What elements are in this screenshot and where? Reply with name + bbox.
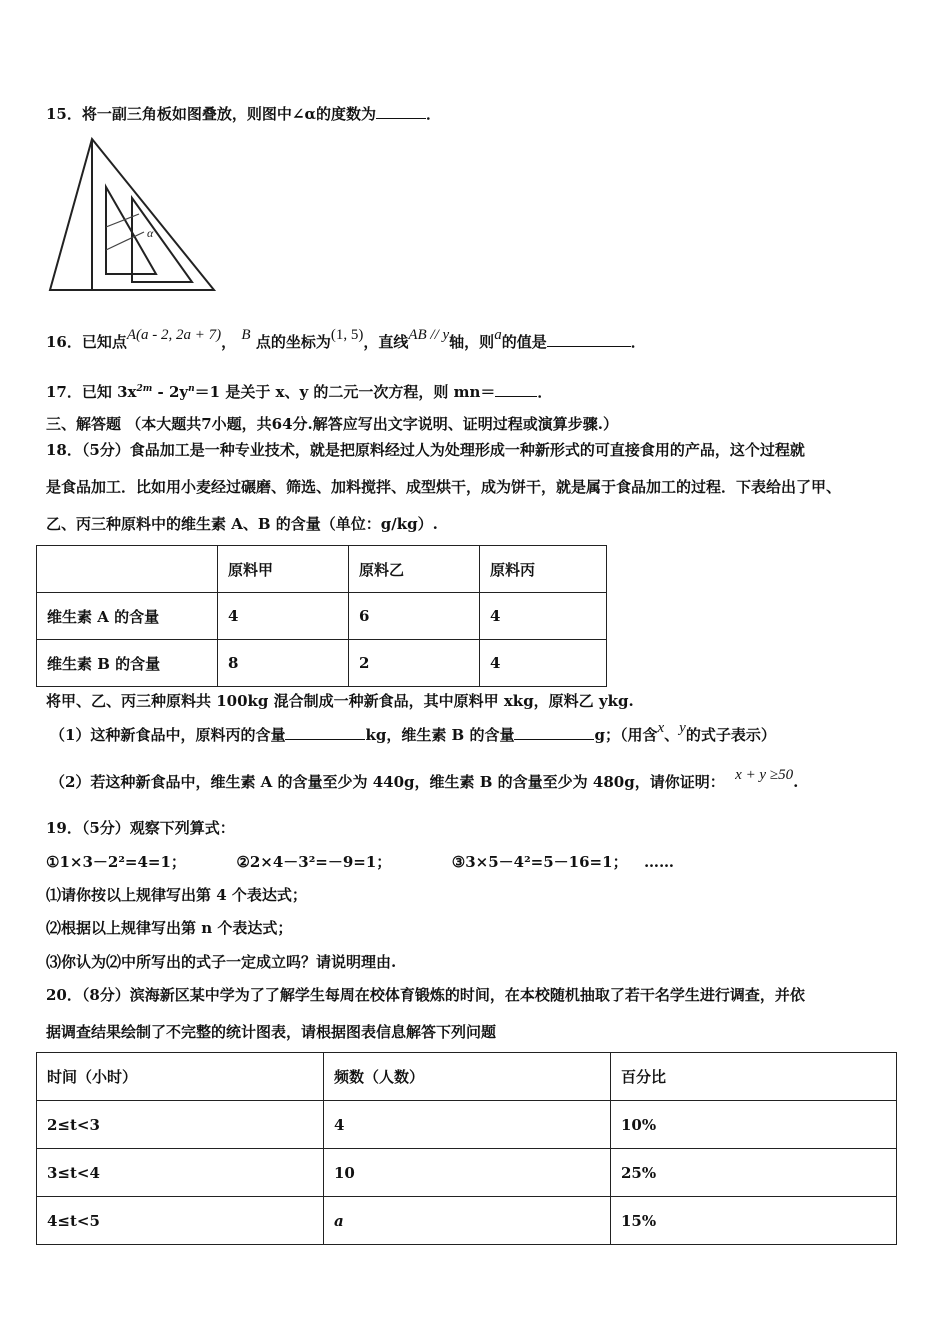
q16-comma: ， xyxy=(221,333,237,351)
table-cell: 4 xyxy=(324,1101,611,1149)
table-cell: 4 xyxy=(480,640,607,687)
table-header-cell: 百分比 xyxy=(611,1053,897,1101)
table-header-cell: 原料丙 xyxy=(480,546,607,593)
q17-sup2: n xyxy=(188,384,195,394)
q16-lead: 16．已知点 xyxy=(46,333,127,351)
q15-blank xyxy=(376,104,426,119)
table-cell: 3≤t<4 xyxy=(37,1149,324,1197)
q15-end: ． xyxy=(426,105,442,123)
table-cell: 2 xyxy=(349,640,480,687)
table-row xyxy=(37,1101,897,1149)
q18-p2-math: x + y ≥50 xyxy=(735,767,794,783)
q16-point-b: B xyxy=(241,327,251,343)
table-row xyxy=(37,1197,897,1245)
table-cell: 15% xyxy=(611,1197,897,1245)
inner-right-triangle xyxy=(132,198,192,282)
table-cell: 10% xyxy=(611,1101,897,1149)
q19-sub2: ⑵根据以上规律写出第 n 个表达式； xyxy=(46,919,293,937)
alpha-label: α xyxy=(147,226,154,240)
q16-a: a xyxy=(494,327,502,343)
table-cell: 4 xyxy=(218,593,349,640)
q16-blank xyxy=(547,332,631,347)
q16-point-a: A(a - 2, 2a + 7) xyxy=(126,327,222,343)
q18-p1-blank1 xyxy=(285,725,365,740)
table-header-cell: 时间（小时） xyxy=(37,1053,324,1101)
q17-text1: 17．已知 3x xyxy=(46,383,137,401)
q19-equations xyxy=(46,852,674,872)
q18-p1-x: x xyxy=(657,720,665,736)
q18-line3: 乙、丙三种原料中的维生素 A、B 的含量（单位：g/kg）. xyxy=(46,515,438,533)
table-header-cell: 频数（人数） xyxy=(324,1053,611,1101)
table-cell: 2≤t<3 xyxy=(37,1101,324,1149)
table-row xyxy=(37,1149,897,1197)
table-cell xyxy=(37,546,218,593)
exercise-time-table xyxy=(36,1052,897,1245)
vitamin-table xyxy=(36,545,607,687)
table-header-cell: 原料乙 xyxy=(349,546,480,593)
q19-eq2: ②2×4－3²=－9=1； xyxy=(236,853,392,871)
q16-axis: 轴，则 xyxy=(449,333,495,351)
table-row xyxy=(37,640,607,687)
table-cell: 8 xyxy=(218,640,349,687)
q16-line-word: ，直线 xyxy=(363,333,409,351)
q18-p1-y: y xyxy=(679,720,686,736)
q18-p1-d: 、 xyxy=(664,726,680,744)
q18-p1-c: g；（用含 xyxy=(594,726,658,744)
q20-line1: 20．（8分）滨海新区某中学为了了解学生每周在校体育锻炼的时间，在本校随机抽取了若干名学生进行调查，并依 xyxy=(46,986,805,1004)
section-heading: 三、解答题 （本大题共7小题，共64分.解答应写出文字说明、证明过程或演算步骤.） xyxy=(46,415,618,433)
q16-ab-parallel: AB // y xyxy=(408,327,450,343)
q18-after-table: 将甲、乙、丙三种原料共 100kg 混合制成一种新食品，其中原料甲 xkg，原料乙 ykg. xyxy=(46,692,634,710)
table-row xyxy=(37,593,607,640)
table-row xyxy=(37,1053,897,1101)
q18-p1-a: （1）这种新食品中，原料丙的含量 xyxy=(50,726,286,744)
q15-text: 15．将一副三角板如图叠放，则图中∠α的度数为 xyxy=(46,105,376,123)
q18-p1-blank2 xyxy=(514,725,594,740)
q17-sup1: 2m xyxy=(136,384,153,394)
q19-dots: …… xyxy=(644,853,675,871)
q18-p2-end: . xyxy=(793,773,799,791)
q19-sub3: ⑶你认为⑵中所写出的式子一定成立吗？请说明理由. xyxy=(46,953,397,971)
q18-line2: 是食品加工．比如用小麦经过碾磨、筛选、加料搅拌、成型烘干，成为饼干，就是属于食品加工的过程．下表给出了甲、 xyxy=(46,478,842,496)
q19-eq3: ③3×5－4²=5－16=1； xyxy=(451,853,628,871)
table-row xyxy=(37,546,607,593)
table-cell: 10 xyxy=(324,1149,611,1197)
table-cell: 25% xyxy=(611,1149,897,1197)
q17-blank xyxy=(495,382,537,397)
table-cell: 4 xyxy=(480,593,607,640)
q18-p2-a: （2）若这种新食品中，维生素 A 的含量至少为 440g，维生素 B 的含量至少为 480g，请你证明： xyxy=(50,773,725,791)
q16-end: ． xyxy=(630,333,646,351)
q17-text3: ＝1 是关于 x、y 的二元一次方程，则 mn＝ xyxy=(194,383,496,401)
triangle-figure xyxy=(44,132,224,297)
table-header-cell: 原料甲 xyxy=(218,546,349,593)
q19-title: 19．（5分）观察下列算式： xyxy=(46,819,235,837)
q19-eq1: ①1×3－2²=4=1； xyxy=(46,853,186,871)
q20-line2: 据调查结果绘制了不完整的统计图表，请根据图表信息解答下列问题 xyxy=(46,1023,497,1041)
q18-p1-e: 的式子表示） xyxy=(685,726,776,744)
q17-text2: - 2y xyxy=(152,383,189,401)
table-cell: 6 xyxy=(349,593,480,640)
q18-p1-b: kg，维生素 B 的含量 xyxy=(365,726,515,744)
q19-sub1: ⑴请你按以上规律写出第 4 个表达式； xyxy=(46,886,307,904)
q16-coord: (1, 5) xyxy=(330,327,364,343)
table-cell: 维生素 A 的含量 xyxy=(37,593,218,640)
q18-part2 xyxy=(50,767,799,793)
question-16 xyxy=(46,327,646,353)
q18-line1: 18．（5分）食品加工是一种专业技术，就是把原料经过人为处理形成一种新形式的可直接食用的产品，这个过程就 xyxy=(46,441,805,459)
question-15 xyxy=(46,104,441,124)
q17-end: ． xyxy=(537,383,553,401)
q16-tail: 的值是 xyxy=(501,333,547,351)
table-cell: a xyxy=(324,1197,611,1245)
table-cell: 4≤t<5 xyxy=(37,1197,324,1245)
table-cell: 维生素 B 的含量 xyxy=(37,640,218,687)
q18-part1 xyxy=(50,720,776,746)
q16-mid: 点的坐标为 xyxy=(255,333,331,351)
question-17 xyxy=(46,379,552,402)
